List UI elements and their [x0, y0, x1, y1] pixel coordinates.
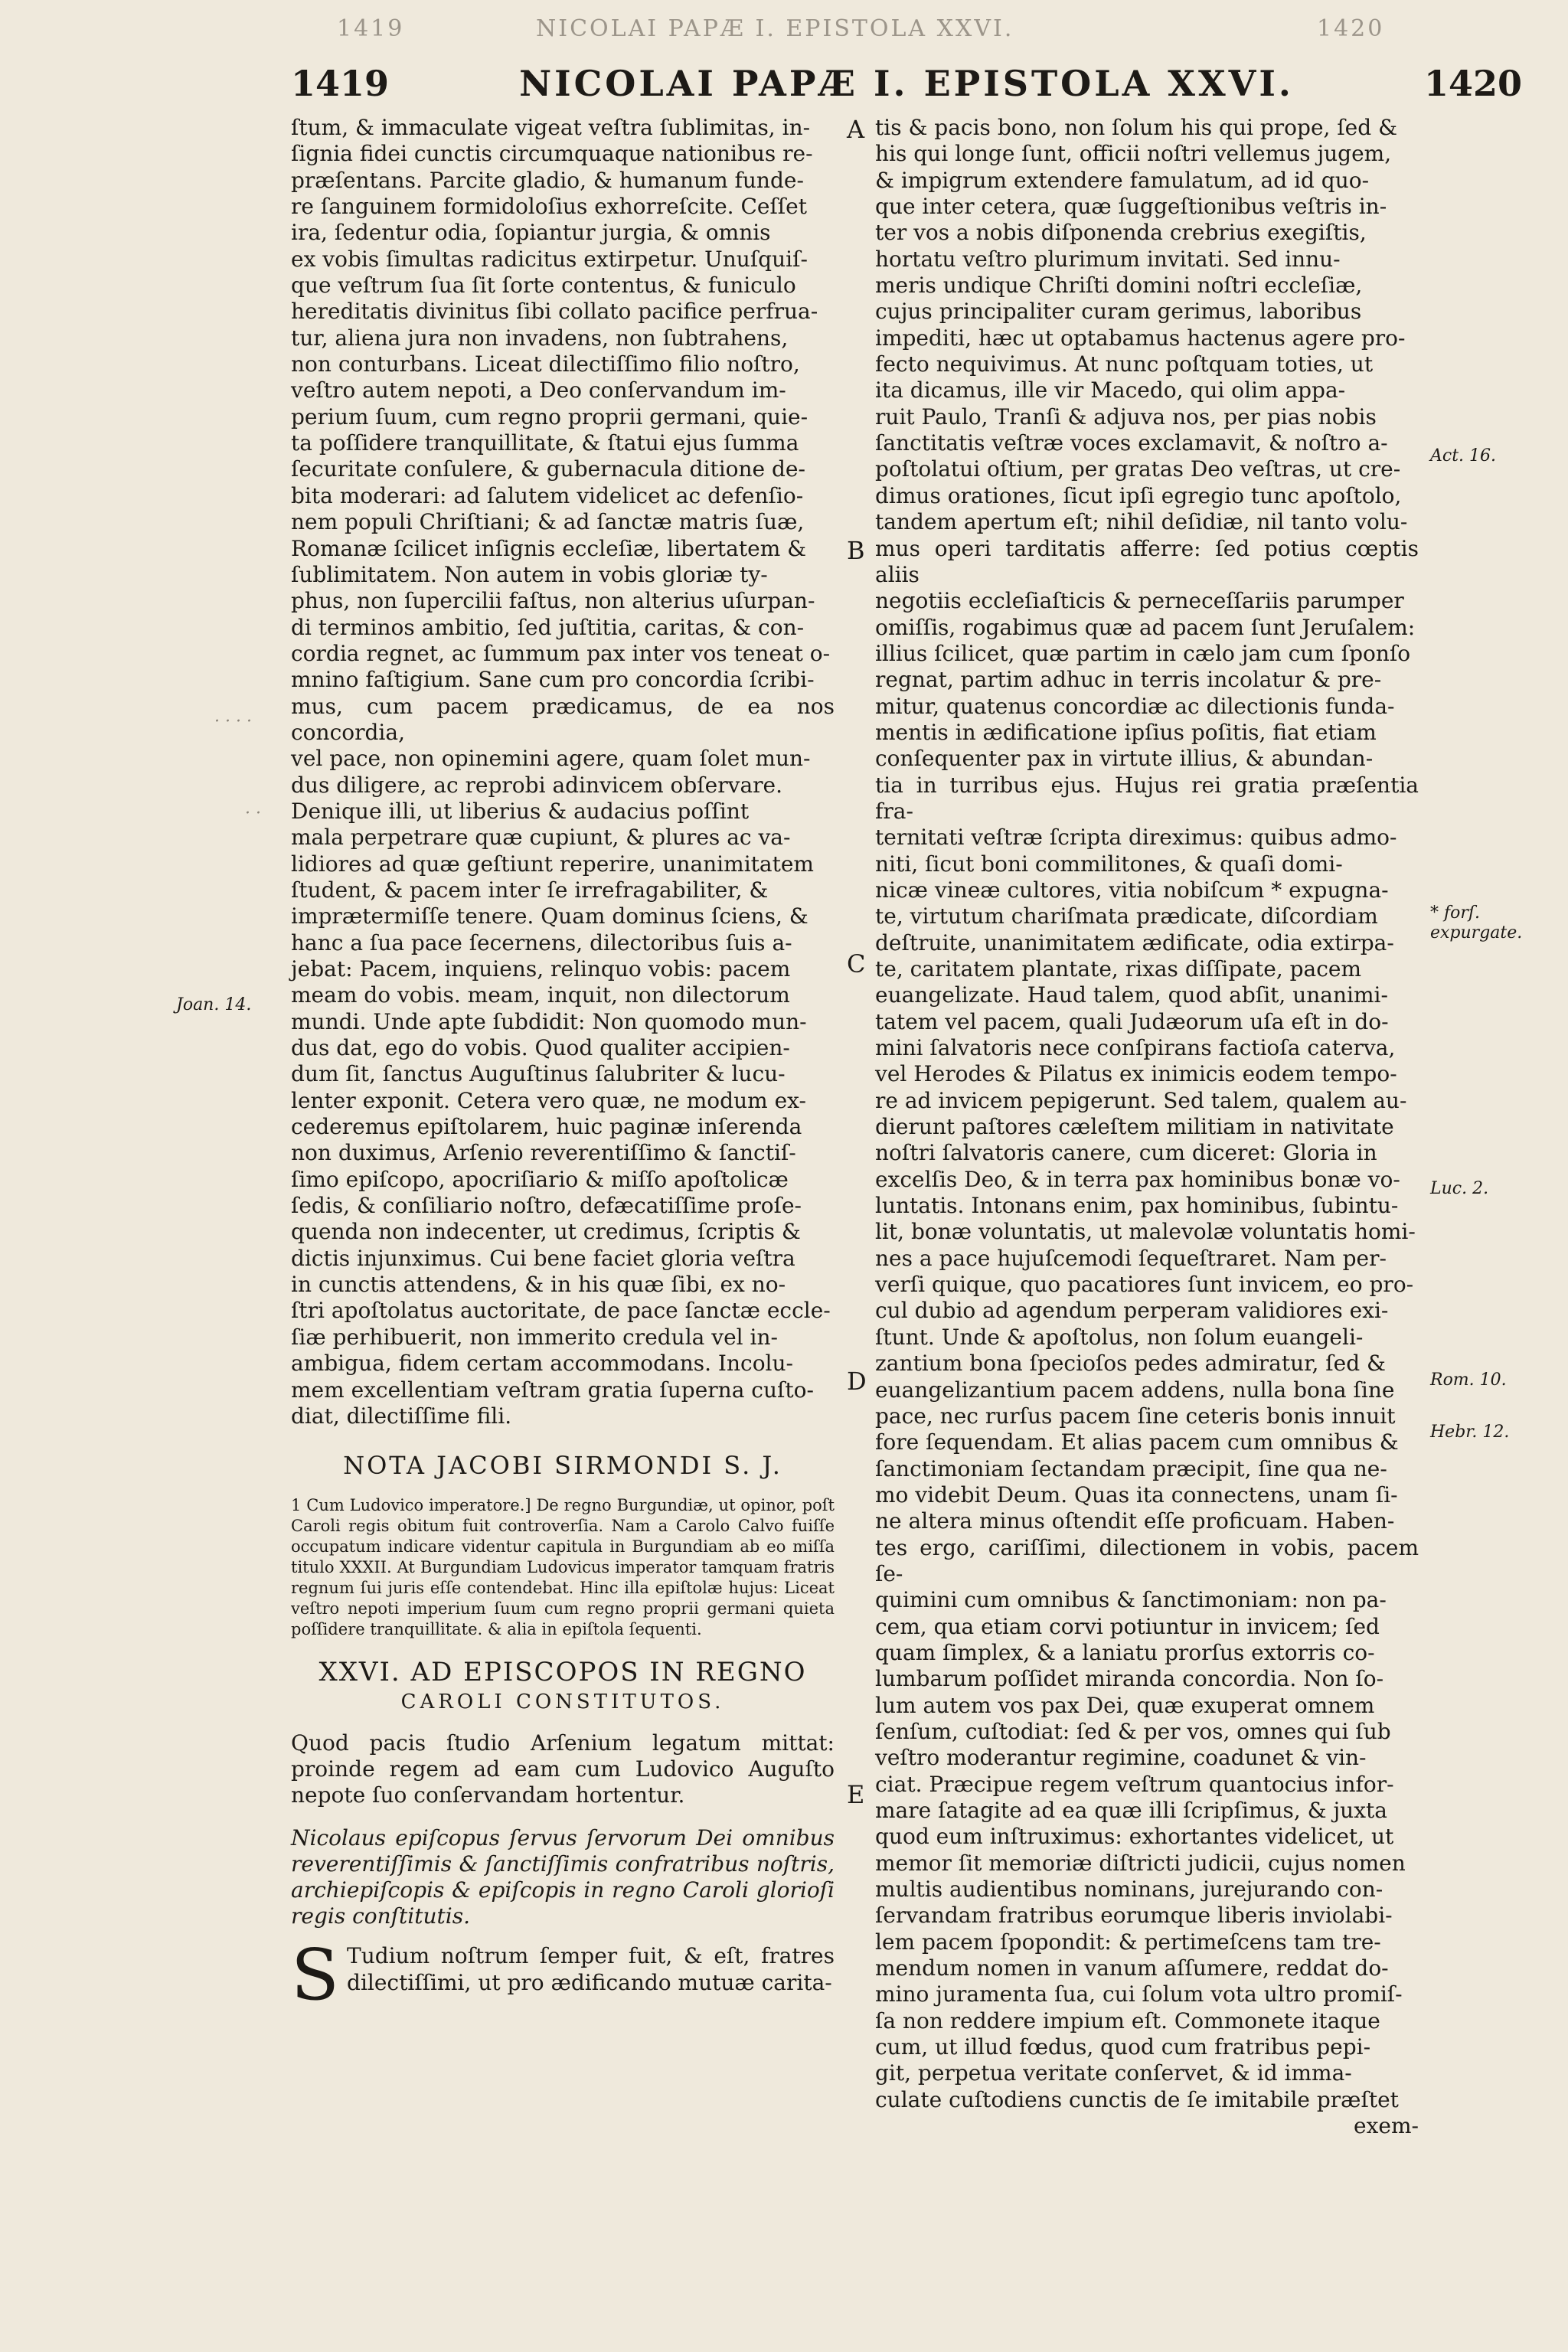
right-text-line: te, virtutum chariſmata prædicate, diſcordiam — [875, 903, 1378, 929]
right-text-line: tandem apertum eſt; nihil deſidiæ, nil tanto volu- — [875, 509, 1408, 535]
left-text-line: hereditatis divinitus ſibi collato pacifice perfrua- — [291, 299, 818, 325]
left-text-line: non duximus, Arſenio reverentiſſimo & ſanctiſ- — [291, 1140, 796, 1166]
left-text-line: ta poſſidere tranquillitate, & ſtatui ejus ſumma — [291, 430, 799, 456]
left-text-line: di terminos ambitio, ſed juſtitia, caritas, & con- — [291, 614, 805, 640]
right-text-line: impediti, hæc ut optabamus hactenus agere pro- — [875, 325, 1406, 351]
right-text-line: ſa non reddere impium eſt. Commonete itaque — [875, 2007, 1380, 2034]
catchword: exem- — [1354, 2113, 1419, 2139]
right-text-line: regnat, partim adhuc in terris incolatur & pre- — [875, 667, 1382, 693]
right-text-line: ciat. Præcipue regem veſtrum quantocius infor- — [875, 1771, 1394, 1797]
right-text-line: cem, qua etiam corvi potiuntur in invicem; ſed — [875, 1613, 1380, 1639]
right-text-line: ſervandam fratribus eorumque liberis inviolabi- — [875, 1903, 1393, 1929]
right-text-line: luntatis. Intonans enim, pax hominibus, ſubintu- — [875, 1193, 1399, 1219]
right-text-line: quimini cum omnibus & ſanctimoniam: non pa- — [875, 1587, 1387, 1613]
page-number-right: 1420 — [1423, 63, 1522, 104]
left-text-line: ſignia fidei cunctis circumquaque nationibus re- — [291, 141, 813, 167]
right-text-line: git, perpetua veritate conſervet, & id imma- — [875, 2060, 1352, 2086]
right-text-line: negotiis eccleſiaſticis & perneceſſariis parumper — [875, 588, 1404, 614]
margin-note-rom: Rom. 10. — [1430, 1370, 1507, 1390]
left-text-line: dus dat, ego do vobis. Quod qualiter accipien- — [291, 1035, 790, 1061]
left-text-line: ſtudent, & pacem inter ſe irrefragabiliter, & — [291, 877, 769, 903]
right-text-line: poſtolatui oſtium, per gratas Deo veſtras, ut cre- — [875, 456, 1401, 482]
right-text-line: mus operi tarditatis afferre: ſed potius cœptis aliis — [875, 535, 1419, 587]
right-text-line: noſtri ſalvatoris canere, cum diceret: Gloria in — [875, 1140, 1377, 1166]
right-text-line: te, caritatem plantate, rixas diſſipate, pacem — [875, 956, 1362, 982]
nota-heading: NOTA JACOBI SIRMONDI S. J. — [343, 1451, 782, 1481]
left-text-line: dictis injunximus. Cui bene faciet gloria veſtra — [291, 1245, 795, 1271]
left-text-line: ſedis, & conſiliario noſtro, defæcatiſſime proſe- — [291, 1193, 802, 1219]
page-number-left: 1419 — [291, 63, 390, 104]
left-text-line: perium ſuum, cum regno proprii germani, quie- — [291, 403, 808, 430]
left-text-line: imprætermiſſe tenere. Quam dominus ſciens, & — [291, 903, 808, 929]
left-text-line: ambigua, fidem certam accommodans. Incolu- — [291, 1351, 794, 1377]
left-text-line: nem populi Chriſtiani; & ad ſanctæ matris ſuæ, — [291, 509, 805, 535]
section-heading: XXVI. AD EPISCOPOS IN REGNO — [318, 1657, 807, 1688]
right-text-line: lit, bonæ voluntatis, ut malevolæ voluntatis homi- — [875, 1219, 1416, 1245]
margin-dots-1: · · · · — [214, 712, 252, 731]
right-text-line: meris undique Chriſti domini noſtri eccleſiæ, — [875, 273, 1363, 299]
right-text-line: fecto nequivimus. At nunc poſtquam toties, ut — [875, 351, 1374, 377]
right-text-line: mini ſalvatoris nece conſpirans factioſa caterva, — [875, 1035, 1396, 1061]
section-mark-b: B — [847, 536, 865, 565]
right-text-line: excelſis Deo, & in terra pax hominibus bonæ vo- — [875, 1166, 1400, 1192]
right-text-line: verſi quique, quo pacatiores ſunt invicem, eo pro- — [875, 1272, 1414, 1298]
right-text-line: que inter cetera, quæ ſuggeſtionibus veſtris in- — [875, 194, 1387, 220]
left-text-line: non conturbans. Liceat dilectiſſimo filio noſtro, — [291, 351, 800, 377]
left-text-line: mundi. Unde apte ſubdidit: Non quomodo mun- — [291, 1008, 807, 1034]
margin-note-act: Act. 16. — [1430, 446, 1497, 466]
right-text-line: quam ſimplex, & a laniatu prorſus extorris co- — [875, 1639, 1375, 1665]
right-text-line: euangelizantium pacem addens, nulla bona ſine — [875, 1377, 1395, 1403]
margin-note-forsan: * forſ. expurgate. — [1430, 903, 1523, 942]
right-text-line: tatem vel pacem, quali Judæorum uſa eſt in do- — [875, 1008, 1389, 1034]
right-text-line: re ad invicem pepigerunt. Sed talem, qualem au- — [875, 1087, 1407, 1113]
right-text-line: fore ſequendam. Et alias pacem cum omnibus & — [875, 1429, 1399, 1455]
left-text-line: mala perpetrare quæ cupiunt, & plures ac va- — [291, 825, 791, 851]
left-text-line: Denique illi, ut liberius & audacius poſſint — [291, 798, 750, 824]
section-subheading: CAROLI CONSTITUTOS. — [400, 1690, 725, 1714]
letter-text-end — [291, 115, 835, 1429]
left-text-line: que veſtrum ſua ſit ſorte contentus, & funiculo — [291, 273, 796, 299]
bleed-through-left: 1419 — [337, 15, 405, 42]
left-text-line: lenter exponit. Cetera vero quæ, ne modum ex- — [291, 1087, 806, 1113]
left-text-line: cordia regnet, ac ſummum pax inter vos teneat o- — [291, 640, 831, 666]
right-text-line: ternitati veſtræ ſcripta direximus: quibus admo- — [875, 825, 1397, 851]
nota-text: 1 Cum Ludovico imperatore.] De regno Burgundiæ, ut opinor, poſt Caroli regis obitum fuit controverſia. Nam a Carolo Calvo fuiſſe occupatum indicare videntur capitula in Burgundiam ab eo miſſa titulo XXXII. At Burgundiam Ludovicus imperator tamquam fratris regnum ſui juris eſſe contendebat. Hinc illa epiſtolæ hujus: Liceat veſtro nepoti imperium ſuum cum regno proprii germani quieta poſſidere tranquillitate. & alia in epiſtola ſequenti. — [291, 1496, 835, 1639]
right-text-line: & impigrum extendere famulatum, ad id quo- — [875, 167, 1370, 193]
left-column — [291, 115, 835, 2017]
left-text-line: dum ſit, ſanctus Auguſtinus ſalubriter & lucu- — [291, 1061, 786, 1087]
left-text-line: ſublimitatem. Non autem in vobis gloriæ ty- — [291, 561, 768, 587]
left-text-line: ſtum, & immaculate vigeat veſtra ſublimitas, in- — [291, 115, 811, 140]
bleed-through-strip — [0, 0, 1568, 54]
right-text-line: hortatu veſtro plurimum invitati. Sed innu- — [875, 246, 1341, 272]
section-mark-c: C — [847, 949, 866, 978]
section-mark-a: A — [847, 115, 865, 144]
right-text-line: nicæ vineæ cultores, vitia nobiſcum * expugna- — [875, 877, 1389, 903]
right-text-line: pace, nec rurſus pacem ſine ceteris bonis innuit — [875, 1403, 1396, 1429]
left-text-line: vel pace, non opinemini agere, quam ſolet mun- — [291, 746, 811, 772]
right-text-line: tia in turribus ejus. Hujus rei gratia præſentia fra- — [875, 772, 1419, 824]
left-text-line: ex vobis ſimultas radicitus extirpetur. Unuſquiſ- — [291, 246, 808, 272]
left-text-line: præſentans. Parcite gladio, & humanum funde- — [291, 167, 804, 193]
running-header — [291, 63, 1522, 116]
running-title: NICOLAI PAPÆ I. EPISTOLA XXVI. — [519, 63, 1294, 104]
left-text-line: phus, non ſupercilii faſtus, non alterius uſurpan- — [291, 588, 815, 614]
right-text-line: ter vos a nobis diſponenda crebrius exegiſtis, — [875, 220, 1367, 246]
right-text-line: mendum nomen in vanum aſſumere, reddat do- — [875, 1955, 1389, 1981]
left-text-line: ſiæ perhibuerit, non immerito credula vel in- — [291, 1324, 778, 1350]
epistle-address: Nicolaus epiſcopus ſervus ſervorum Dei omnibus reverentiſſimis & ſanctiſſimis confratribus noſtris, archiepiſcopis & epiſcopis in regno Caroli glorioſi regis conſtitutis. — [291, 1825, 835, 1929]
opening-text: Tudium noſtrum ſemper fuit, & eſt, fratres dilectiſſimi, ut pro ædificando mutuæ carita- — [347, 1943, 835, 1995]
right-text-line: ita dicamus, ille vir Macedo, qui olim appa- — [875, 377, 1346, 403]
right-text-line: ſanctitatis veſtræ voces exclamavit, & noſtro a- — [875, 430, 1388, 456]
right-text-line: nes a pace hujuſcemodi ſequeſtraret. Nam per- — [875, 1245, 1387, 1271]
right-text-line: ſanctimoniam ſectandam præcipit, ſine qua ne- — [875, 1455, 1387, 1481]
right-text-line: conſequenter pax in virtute illius, & abundan- — [875, 746, 1374, 772]
right-text-line: deſtruite, unanimitatem ædificate, odia extirpa- — [875, 929, 1394, 956]
right-text-line: tis & pacis bono, non ſolum his qui prope, ſed & — [875, 115, 1397, 140]
margin-note-luc: Luc. 2. — [1430, 1179, 1489, 1198]
left-text-line: ſtri apoſtolatus auctoritate, de pace ſanctæ eccle- — [291, 1298, 831, 1324]
left-text-line: re ſanguinem formidoloſius exhorreſcite. Ceſſet — [291, 194, 807, 220]
left-text-line: lidiores ad quæ geſtiunt reperire, unanimitatem — [291, 851, 814, 877]
margin-note-joan: Joan. 14. — [176, 995, 252, 1014]
section-mark-e: E — [847, 1780, 865, 1809]
right-text-line: mentis in ædificatione ipſius poſitis, fiat etiam — [875, 719, 1377, 745]
right-text-line: his qui longe ſunt, officii noſtri vellemus jugem, — [875, 141, 1392, 167]
left-text-line: meam do vobis. meam, inquit, non dilectorum — [291, 982, 790, 1008]
right-text-line: multis audientibus nominans, jurejurando con- — [875, 1877, 1383, 1903]
left-text-line: ira, ſedentur odia, ſopiantur jurgia, & omnis — [291, 220, 771, 246]
left-text-line: bita moderari: ad ſalutem videlicet ac defenſio- — [291, 482, 804, 508]
right-text-line: niti, ſicut boni commilitones, & quaſi domi- — [875, 851, 1343, 877]
right-text-line: ſenſum, cuſtodiat: ſed & per vos, omnes qui ſub — [875, 1718, 1391, 1744]
left-text-line: diat, dilectiſſime fili. — [291, 1403, 512, 1429]
bleed-through-mid: NICOLAI PAPÆ I. EPISTOLA XXVI. — [536, 15, 1014, 42]
right-text-line: quod eum inſtruximus: exhortantes videlicet, ut — [875, 1824, 1394, 1850]
right-text-line: cujus principaliter curam gerimus, laboribus — [875, 299, 1362, 325]
right-text-line: mitur, quatenus concordiæ ac dilectionis funda- — [875, 693, 1395, 719]
right-text-line: mare ſatagite ad ea quæ illi ſcripſimus, & juxta — [875, 1798, 1387, 1823]
right-text-line: lumbarum poſſidet miranda concordia. Non ſo- — [875, 1666, 1384, 1692]
right-text-line: dierunt paſtores cæleſtem militiam in nativitate — [875, 1114, 1394, 1140]
left-text-line: tur, aliena jura non invadens, non ſubtrahens, — [291, 325, 789, 351]
right-text-line: ruit Paulo, Tranſi & adjuva nos, per pias nobis — [875, 403, 1377, 430]
right-text-line: dimus orationes, ſicut ipſi egregio tunc apoſtolo, — [875, 482, 1402, 508]
left-text-line: in cunctis attendens, & in his quæ ſibi, ex no- — [291, 1272, 786, 1298]
left-text-line: hanc a ſua pace ſecernens, dilectoribus ſuis a- — [291, 929, 792, 956]
epistle-summary: Quod pacis ſtudio Arſenium legatum mittat: proinde regem ad eam cum Ludovico Auguſto nepote ſuo conſervandam hortentur. — [291, 1730, 835, 1808]
right-text-line: ſtunt. Unde & apoſtolus, non ſolum euangeli- — [875, 1324, 1364, 1350]
left-text-line: Romanæ ſcilicet inſignis eccleſiæ, libertatem & — [291, 535, 807, 561]
right-text-line: culate cuſtodiens cunctis de ſe imitabile præſtet — [875, 2086, 1399, 2112]
right-text-line: zantium bona ſpecioſos pedes admiratur, ſed & — [875, 1351, 1386, 1377]
right-text-line: veſtro moderantur regimine, coadunet & vin- — [875, 1745, 1367, 1771]
bleed-through-right: 1420 — [1317, 15, 1385, 42]
left-text-line: ſimo epiſcopo, apocriſiario & miſſo apoſtolicæ — [291, 1166, 789, 1192]
right-text-line: mino juramenta ſua, cui ſolum vota ultro promiſ- — [875, 1981, 1403, 2007]
section-mark-d: D — [847, 1367, 867, 1396]
right-text-line: mo videbit Deum. Quas ita connectens, unam ſi- — [875, 1481, 1398, 1508]
left-text-line: quenda non indecenter, ut credimus, ſcriptis & — [291, 1219, 801, 1245]
left-text-line: mus, cum pacem prædicamus, de ea nos concordia, — [291, 693, 835, 745]
right-column — [875, 115, 1419, 2139]
left-text-line: ſecuritate conſulere, & gubernacula ditione de- — [291, 456, 805, 482]
right-text-line: ne altera minus oſtendit eſſe proficuam. Haben- — [875, 1508, 1395, 1534]
right-text-line: vel Herodes & Pilatus ex inimicis eodem tempo- — [875, 1061, 1397, 1087]
drop-cap-initial: S — [291, 1934, 340, 2017]
left-text-line: cederemus epiſtolarem, huic paginæ inſerenda — [291, 1114, 802, 1140]
right-text-line: cul dubio ad agendum perperam validiores exi- — [875, 1298, 1389, 1324]
left-text-line: jebat: Pacem, inquiens, relinquo vobis: pacem — [291, 956, 791, 982]
right-text-line: memor ſit memoriæ diſtricti judicii, cujus nomen — [875, 1850, 1406, 1876]
left-text-line: dus diligere, ac reprobi adinvicem obſervare. — [291, 772, 782, 798]
right-text-line: euangelizate. Haud talem, quod abſit, unanimi- — [875, 982, 1388, 1008]
epistle-opening — [291, 1934, 835, 2017]
right-text-line: illius ſcilicet, quæ partim in cælo jam cum ſponſo — [875, 640, 1411, 666]
right-text-line: lum autem vos pax Dei, quæ exuperat omnem — [875, 1692, 1375, 1718]
margin-dots-2: · · — [245, 804, 261, 823]
right-text-line: lem pacem ſpopondit: & pertimeſcens tam tre- — [875, 1929, 1381, 1955]
left-text-line: mnino faſtigium. Sane cum pro concordia ſcribi- — [291, 667, 815, 693]
right-text-line: omiſſis, rogabimus quæ ad pacem ſunt Jeruſalem: — [875, 614, 1416, 640]
right-text-line: cum, ut illud fœdus, quod cum fratribus pepi- — [875, 2034, 1371, 2060]
margin-note-hebr: Hebr. 12. — [1430, 1423, 1510, 1442]
left-text-line: mem excellentiam veſtram gratia ſuperna cuſto- — [291, 1377, 814, 1403]
epistle-body — [875, 115, 1419, 2113]
right-text-line: tes ergo, cariſſimi, dilectionem in vobis, pacem ſe- — [875, 1534, 1419, 1586]
left-text-line: veſtro autem nepoti, a Deo conſervandum im- — [291, 377, 786, 403]
